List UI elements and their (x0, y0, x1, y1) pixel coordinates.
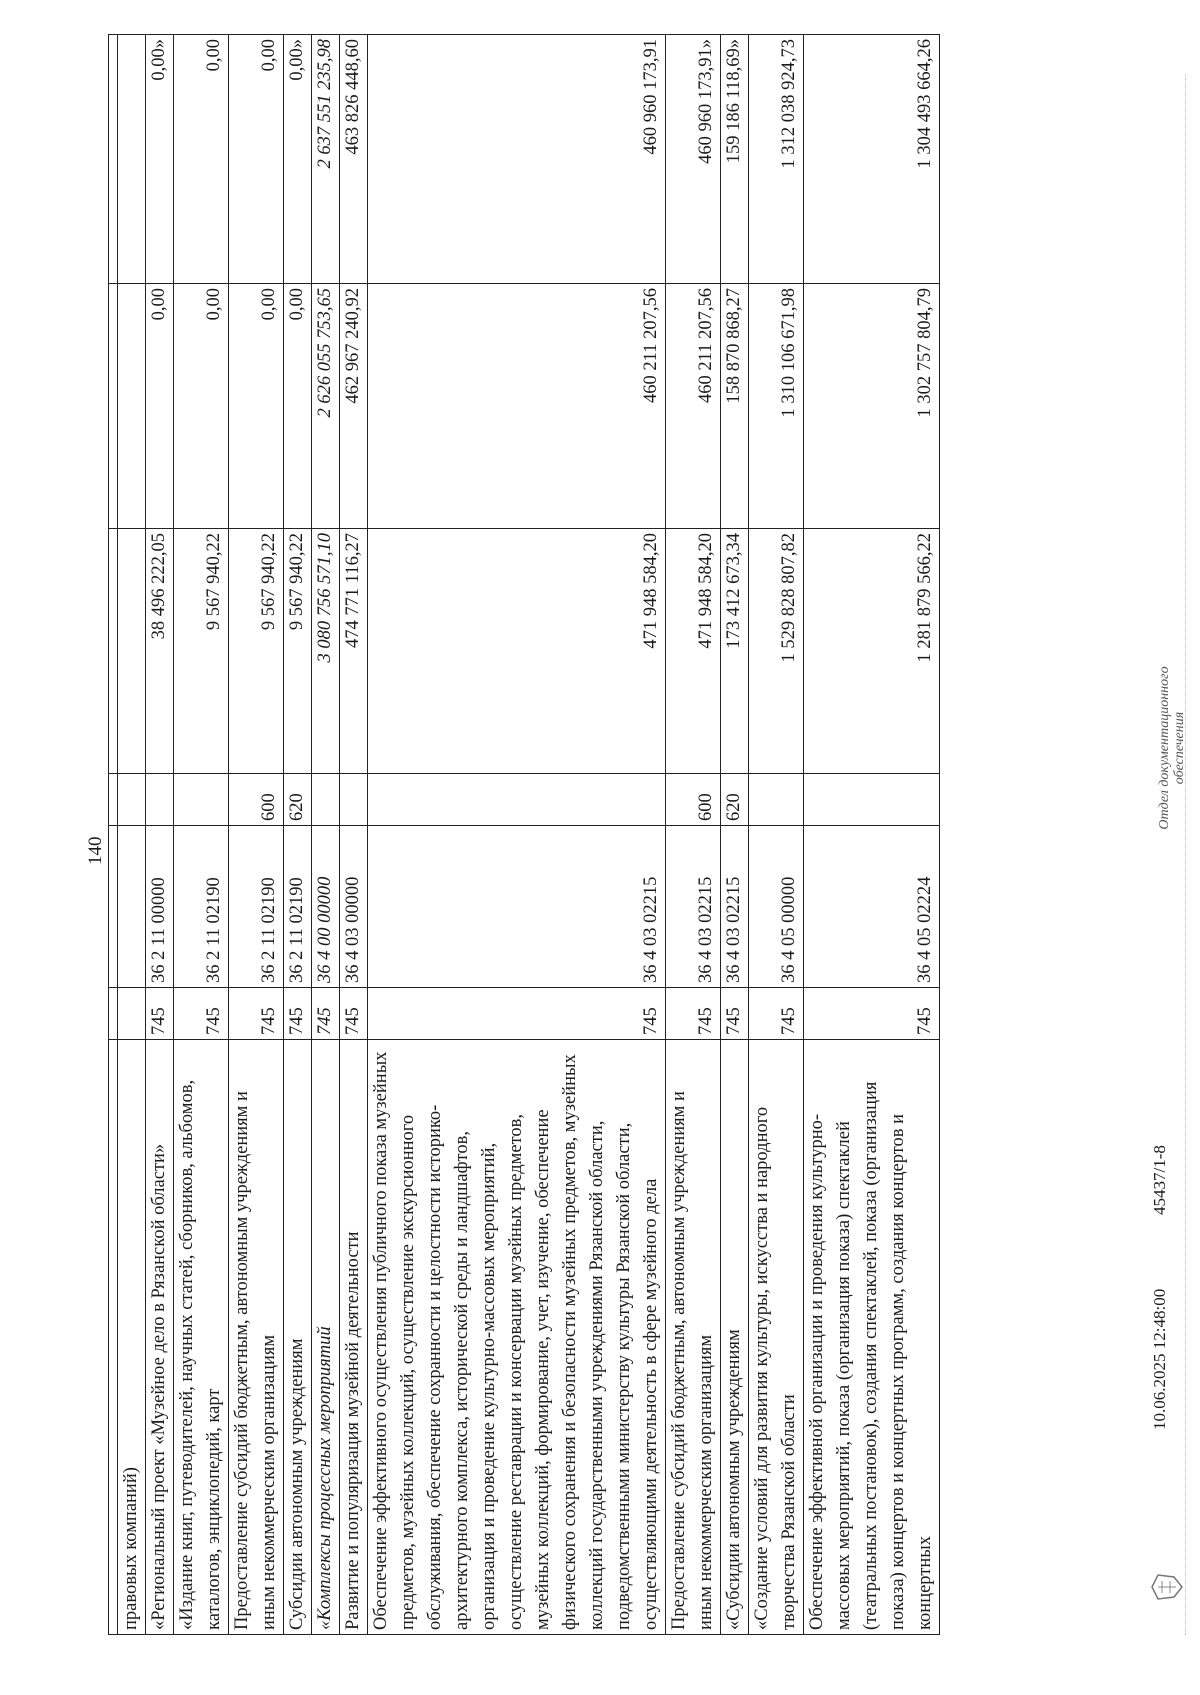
row-value-1: 9 567 940,22 (284, 529, 312, 774)
table-row (368, 35, 666, 1635)
row-name: «Региональный проект «Музейное дело в Рязанской области» (146, 1040, 174, 1635)
budget-table (108, 34, 940, 1635)
row-name: Обеспечение эффективной организации и проведения культурно-массовых мероприятий, показа (организация показа) спектаклей (театральных постановок), создания спектаклей, показа (организация показа) концертов и концертных программ, создания концертов и концертных (804, 1040, 940, 1635)
row-kcsr: 36 4 03 02215 (721, 826, 749, 988)
row-kvr: 600 (666, 774, 721, 826)
row-value-1: 173 412 673,34 (721, 529, 749, 774)
row-kcsr: 36 4 03 02215 (666, 826, 721, 988)
row-kcsr: 36 2 11 00000 (146, 826, 174, 988)
row-value-3 (118, 35, 146, 284)
row-code: 745 (284, 988, 312, 1040)
row-kcsr: 36 2 11 02190 (284, 826, 312, 988)
row-value-2: 0,00 (284, 284, 312, 529)
row-kcsr (118, 826, 146, 988)
row-value-2: 0,00 (146, 284, 174, 529)
row-value-2: 462 967 240,92 (340, 284, 368, 529)
stamp-line-1: Отдел документационного (1157, 666, 1172, 830)
row-kvr (174, 774, 229, 826)
scan-edge-marks (1185, 75, 1188, 1635)
table-row (174, 35, 229, 1635)
row-name: «Комплексы процессных мероприятий (312, 1040, 340, 1635)
row-value-1: 9 567 940,22 (174, 529, 229, 774)
row-kvr (340, 774, 368, 826)
row-name: «Субсидии автономным учреждениям (721, 1040, 749, 1635)
row-code: 745 (312, 988, 340, 1040)
row-value-3: 460 960 173,91 (368, 35, 666, 284)
row-value-2: 460 211 207,56 (368, 284, 666, 529)
row-value-2: 158 870 868,27 (721, 284, 749, 529)
row-code: 745 (749, 988, 804, 1040)
row-value-2: 460 211 207,56 (666, 284, 721, 529)
row-value-2: 1 302 757 804,79 (804, 284, 940, 529)
row-code: 745 (804, 988, 940, 1040)
row-kcsr: 36 4 05 00000 (749, 826, 804, 988)
row-kvr (118, 774, 146, 826)
row-value-3: 1 304 493 664,26 (804, 35, 940, 284)
row-kcsr: 36 2 11 02190 (174, 826, 229, 988)
row-value-2: 0,00 (229, 284, 284, 529)
row-kvr (146, 774, 174, 826)
table-row (284, 35, 312, 1635)
row-kvr: 600 (229, 774, 284, 826)
row-name: Субсидии автономным учреждениям (284, 1040, 312, 1635)
row-value-3: 159 186 118,69» (721, 35, 749, 284)
row-value-1: 3 080 756 571,10 (312, 529, 340, 774)
row-kcsr: 36 4 00 00000 (312, 826, 340, 988)
stamp-line-2: обеспечения (1172, 711, 1187, 785)
table-row (229, 35, 284, 1635)
coat-of-arms-icon (1150, 1569, 1184, 1605)
row-value-1: 1 529 828 807,82 (749, 529, 804, 774)
table-row (312, 35, 340, 1635)
table-row (804, 35, 940, 1635)
row-value-1: 38 496 222,05 (146, 529, 174, 774)
row-value-2: 2 626 055 753,65 (312, 284, 340, 529)
row-value-3: 463 826 448,60 (340, 35, 368, 284)
table-header-strip (109, 35, 118, 1635)
row-code: 745 (368, 988, 666, 1040)
row-value-3: 2 637 551 235,98 (312, 35, 340, 284)
row-name: «Издание книг, путеводителей, научных статей, сборников, альбомов, каталогов, энциклопедий, карт (174, 1040, 229, 1635)
row-value-3: 460 960 173,91» (666, 35, 721, 284)
row-value-1 (118, 529, 146, 774)
row-value-2: 1 310 106 671,98 (749, 284, 804, 529)
row-name: Предоставление субсидий бюджетным, автономным учреждениям и иным некоммерческим организациям (229, 1040, 284, 1635)
row-code: 745 (340, 988, 368, 1040)
row-value-2 (118, 284, 146, 529)
table-row (340, 35, 368, 1635)
row-kvr (312, 774, 340, 826)
row-value-1: 471 948 584,20 (368, 529, 666, 774)
table-row (721, 35, 749, 1635)
row-kvr (368, 774, 666, 826)
row-value-2: 0,00 (174, 284, 229, 529)
row-kcsr: 36 4 03 00000 (340, 826, 368, 988)
row-name: «Создание условий для развития культуры, искусства и народного творчества Рязанской области (749, 1040, 804, 1635)
row-kvr: 620 (284, 774, 312, 826)
row-value-3: 1 312 038 924,73 (749, 35, 804, 284)
row-kvr (804, 774, 940, 826)
row-name: Обеспечение эффективного осуществления публичного показа музейных предметов, музейных коллекций, осуществление экскурсионного обслуживания, обеспечение сохранности и целостности историко-архитектурного комплекса, исторической среды и ландшафтов, организация и проведение культурно-массовых мероприятий, осуществление реставрации и консервации музейных предметов, музейных коллекций, формирование, учет, изучение, обеспечение физического сохранения и безопасности музейных предметов, музейных коллекций государственными учреждениями Рязанской области, подведомственными министерству культуры Рязанской области, осуществляющими деятельность в сфере музейного дела (368, 1040, 666, 1635)
row-value-3: 0,00 (174, 35, 229, 284)
row-name: Предоставление субсидий бюджетным, автономным учреждениям и иным некоммерческим организациям (666, 1040, 721, 1635)
row-kvr (749, 774, 804, 826)
row-value-3: 0,00 (229, 35, 284, 284)
row-code: 745 (146, 988, 174, 1040)
row-value-1: 471 948 584,20 (666, 529, 721, 774)
row-value-1: 9 567 940,22 (229, 529, 284, 774)
table-row (666, 35, 721, 1635)
row-code: 745 (666, 988, 721, 1040)
row-code (118, 988, 146, 1040)
table-row (118, 35, 146, 1635)
row-kcsr: 36 4 03 02215 (368, 826, 666, 988)
row-code: 745 (721, 988, 749, 1040)
row-kcsr: 36 2 11 02190 (229, 826, 284, 988)
footer-doc-number: 45437/1-8 (1150, 1145, 1169, 1215)
page-number: 140 (85, 836, 106, 865)
row-kcsr: 36 4 05 02224 (804, 826, 940, 988)
row-value-3: 0,00» (284, 35, 312, 284)
row-code: 745 (229, 988, 284, 1040)
row-value-1: 474 771 116,27 (340, 529, 368, 774)
table-row (749, 35, 804, 1635)
row-value-1: 1 281 879 566,22 (804, 529, 940, 774)
row-name: Развитие и популяризация музейной деятельности (340, 1040, 368, 1635)
row-value-3: 0,00» (146, 35, 174, 284)
row-name: правовых компаний) (118, 1040, 146, 1635)
table-row (146, 35, 174, 1635)
row-kvr: 620 (721, 774, 749, 826)
office-stamp (1157, 643, 1187, 853)
row-code: 745 (174, 988, 229, 1040)
footer-date: 10.06.2025 12:48:00 (1150, 1288, 1169, 1430)
